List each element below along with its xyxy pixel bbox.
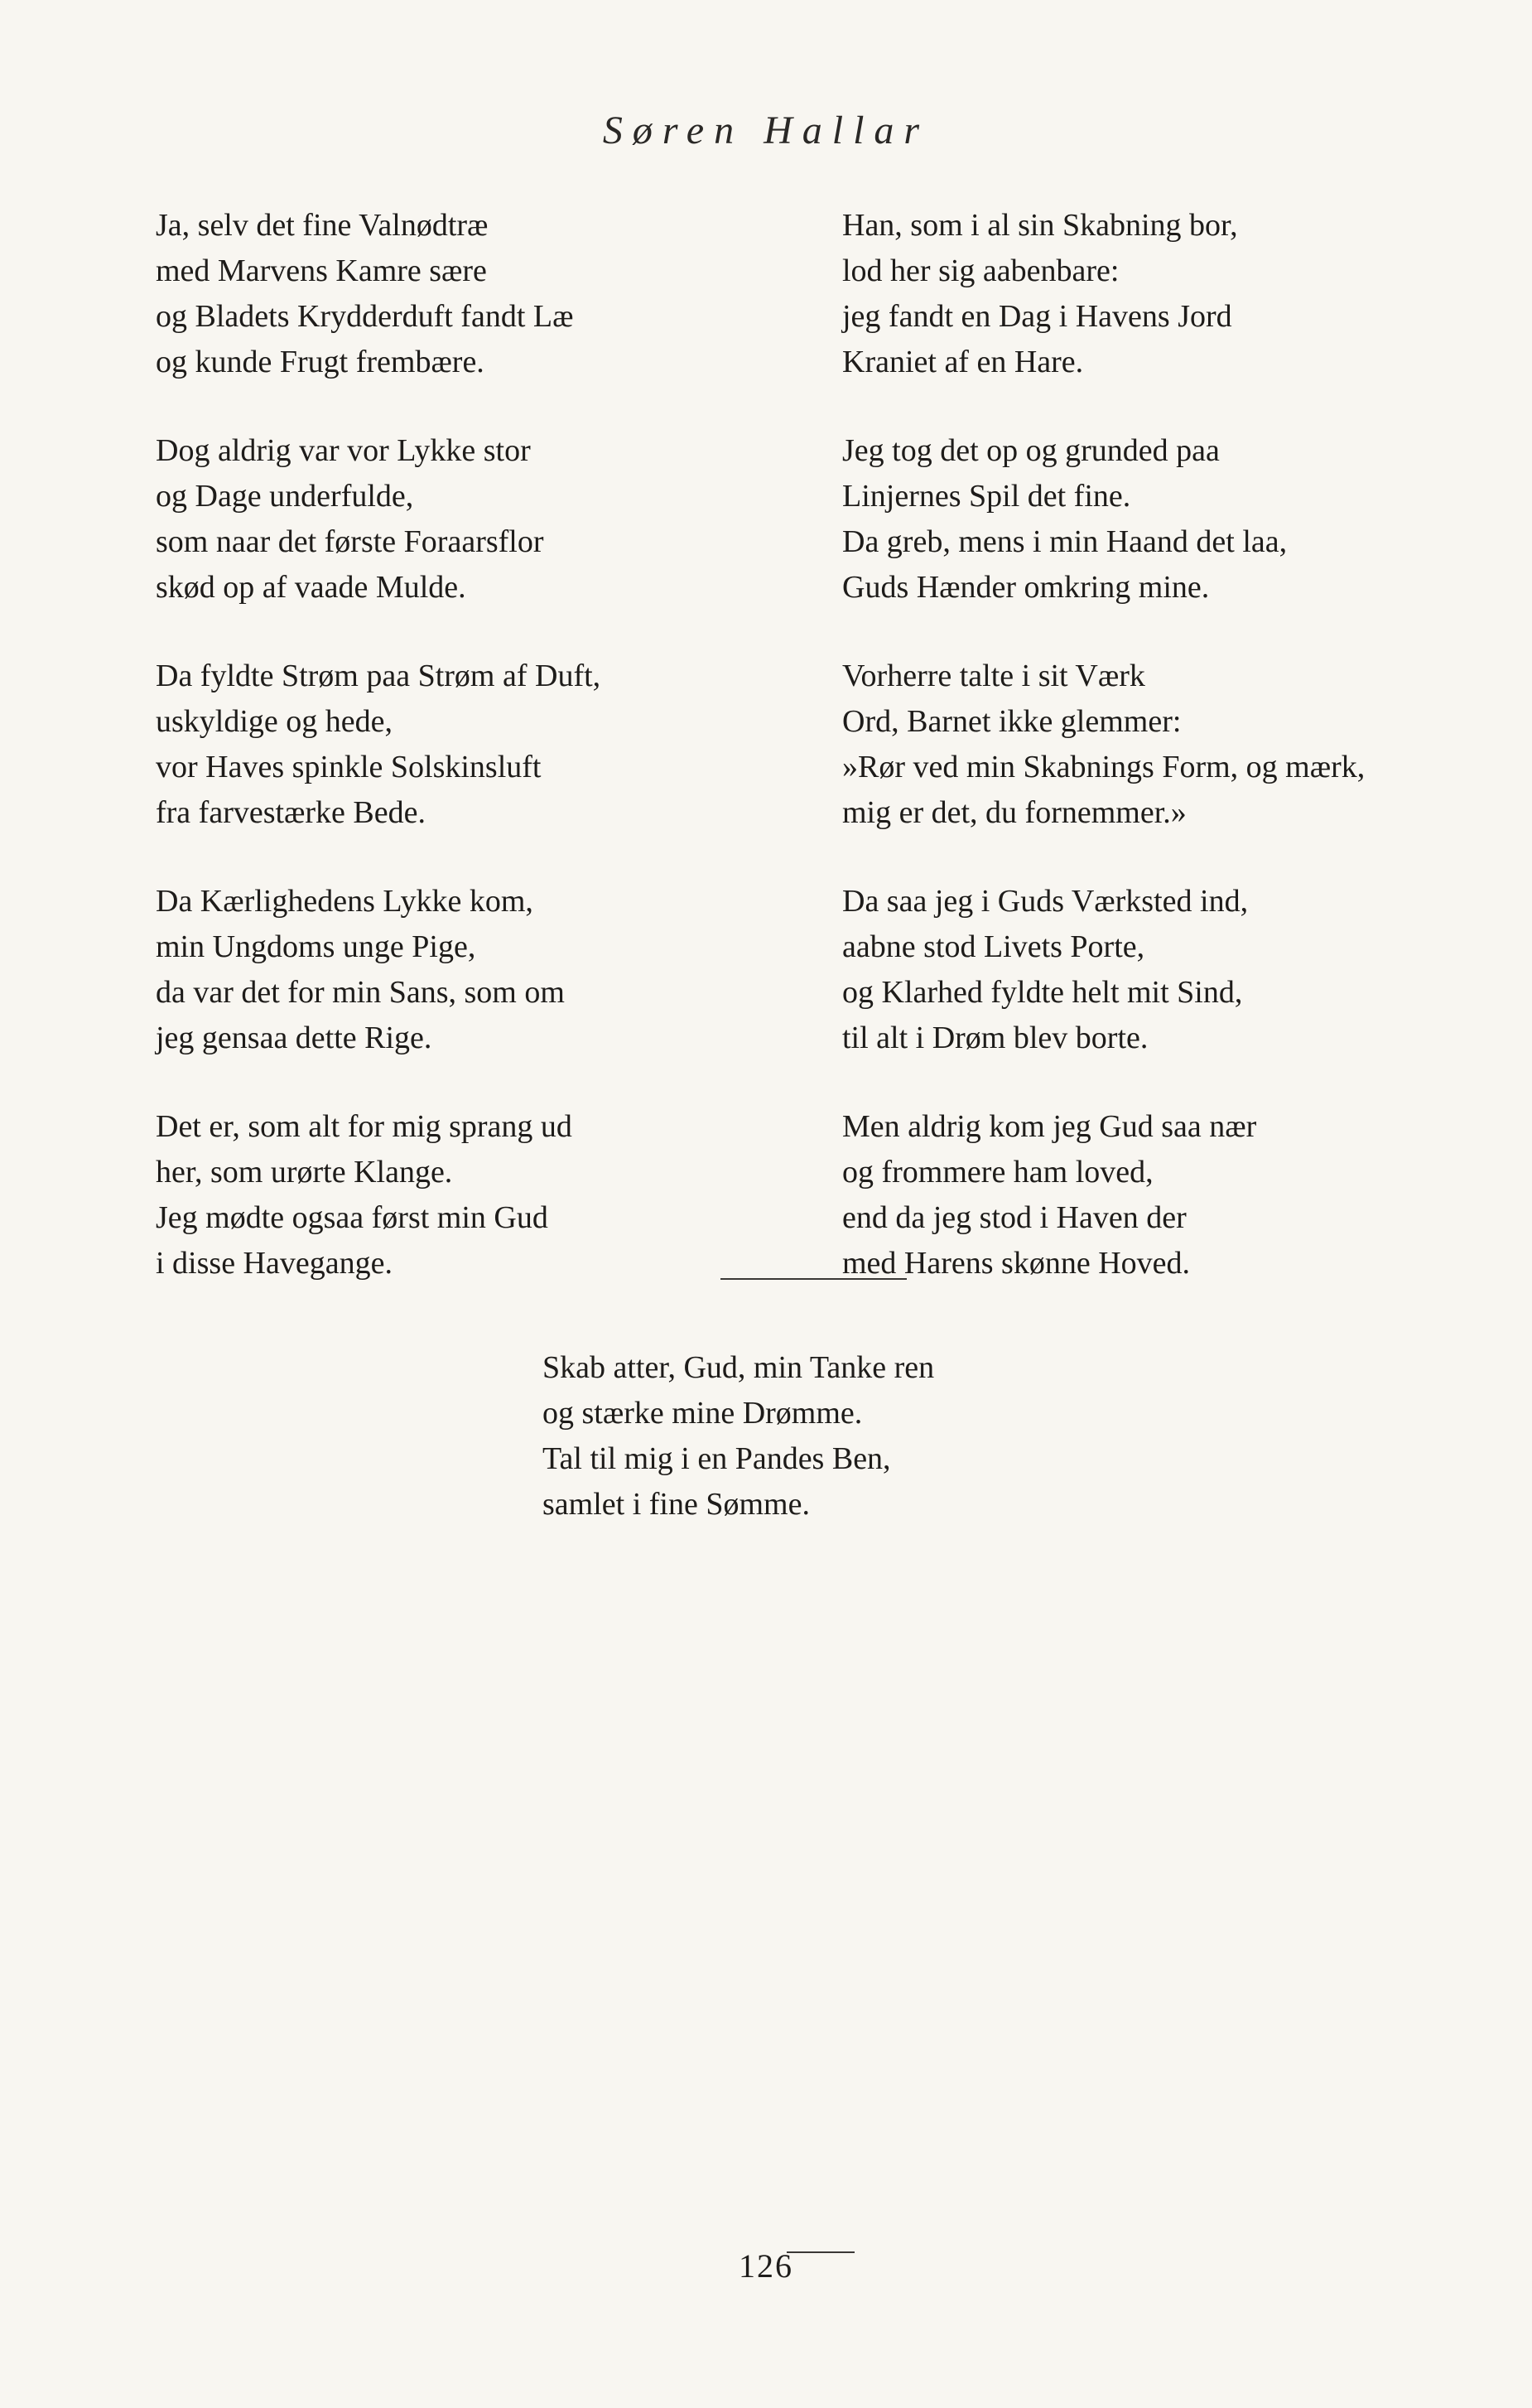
verse-line: som naar det første Foraarsflor bbox=[156, 524, 544, 559]
verse-line: Vorherre talte i sit Værk bbox=[842, 659, 1145, 693]
verse-line: Kraniet af en Hare. bbox=[842, 345, 1084, 379]
stanza bbox=[156, 1104, 785, 1286]
closing-stanza bbox=[542, 1345, 1205, 1527]
verse-line: og kunde Frugt frembære. bbox=[156, 345, 484, 379]
verse-line: aabne stod Livets Porte, bbox=[842, 929, 1145, 964]
verse-line: Jeg mødte ogsaa først min Gud bbox=[156, 1200, 548, 1235]
verse-line: Da fyldte Strøm paa Strøm af Duft, bbox=[156, 659, 601, 693]
verse-line: Skab atter, Gud, min Tanke ren bbox=[542, 1350, 935, 1385]
verse-line: skød op af vaade Mulde. bbox=[156, 570, 466, 605]
verse-line: lod her sig aabenbare: bbox=[842, 253, 1120, 288]
verse-line: Ja, selv det fine Valnødtræ bbox=[156, 208, 489, 243]
verse-line: her, som urørte Klange. bbox=[156, 1155, 453, 1190]
stanza bbox=[842, 879, 1505, 1061]
verse-line: end da jeg stod i Haven der bbox=[842, 1200, 1187, 1235]
section-divider bbox=[720, 1278, 907, 1280]
stanza bbox=[842, 654, 1505, 836]
verse-line: vor Haves spinkle Solskinsluft bbox=[156, 750, 542, 784]
verse-line: med Marvens Kamre sære bbox=[156, 253, 487, 288]
page-header-author: Søren Hallar bbox=[602, 109, 930, 152]
verse-line: da var det for min Sans, som om bbox=[156, 975, 565, 1010]
verse-line: med Harens skønne Hoved. bbox=[842, 1246, 1191, 1281]
verse-line: Jeg tog det op og grunded paa bbox=[842, 433, 1220, 468]
verse-line: Da Kærlighedens Lykke kom, bbox=[156, 884, 533, 919]
verse-line: Linjernes Spil det fine. bbox=[842, 479, 1131, 514]
verse-line: mig er det, du fornemmer.» bbox=[842, 795, 1187, 830]
left-poem-column bbox=[156, 203, 785, 1329]
verse-line: »Rør ved min Skabnings Form, og mærk, bbox=[842, 750, 1366, 784]
stanza bbox=[156, 203, 785, 385]
verse-line: fra farvestærke Bede. bbox=[156, 795, 426, 830]
verse-line: og stærke mine Drømme. bbox=[542, 1396, 863, 1431]
stanza bbox=[842, 1104, 1505, 1286]
verse-line: og Bladets Krydderduft fandt Læ bbox=[156, 299, 574, 334]
stanza bbox=[842, 428, 1505, 610]
verse-line: jeg fandt en Dag i Havens Jord bbox=[842, 299, 1232, 334]
verse-line: til alt i Drøm blev borte. bbox=[842, 1021, 1149, 1055]
verse-line: i disse Havegange. bbox=[156, 1246, 393, 1281]
verse-line: Da greb, mens i min Haand det laa, bbox=[842, 524, 1288, 559]
stanza bbox=[156, 879, 785, 1061]
verse-line: og frommere ham loved, bbox=[842, 1155, 1154, 1190]
verse-line: Da saa jeg i Guds Værksted ind, bbox=[842, 884, 1249, 919]
verse-line: samlet i fine Sømme. bbox=[542, 1487, 810, 1522]
verse-line: Tal til mig i en Pandes Ben, bbox=[542, 1441, 891, 1476]
verse-line: og Klarhed fyldte helt mit Sind, bbox=[842, 975, 1243, 1010]
verse-line: Guds Hænder omkring mine. bbox=[842, 570, 1210, 605]
verse-line: og Dage underfulde, bbox=[156, 479, 414, 514]
stanza bbox=[842, 203, 1505, 385]
verse-line: min Ungdoms unge Pige, bbox=[156, 929, 476, 964]
verse-line: Dog aldrig var vor Lykke stor bbox=[156, 433, 531, 468]
verse-line: Ord, Barnet ikke glemmer: bbox=[842, 704, 1182, 739]
verse-line: Han, som i al sin Skabning bor, bbox=[842, 208, 1238, 243]
right-poem-column bbox=[842, 203, 1505, 1329]
verse-line: Det er, som alt for mig sprang ud bbox=[156, 1109, 572, 1144]
verse-line: Men aldrig kom jeg Gud saa nær bbox=[842, 1109, 1257, 1144]
stanza bbox=[156, 654, 785, 836]
verse-line: uskyldige og hede, bbox=[156, 704, 393, 739]
verse-line: jeg gensaa dette Rige. bbox=[156, 1021, 432, 1055]
page-number: 126 bbox=[739, 2247, 793, 2285]
stanza bbox=[156, 428, 785, 610]
